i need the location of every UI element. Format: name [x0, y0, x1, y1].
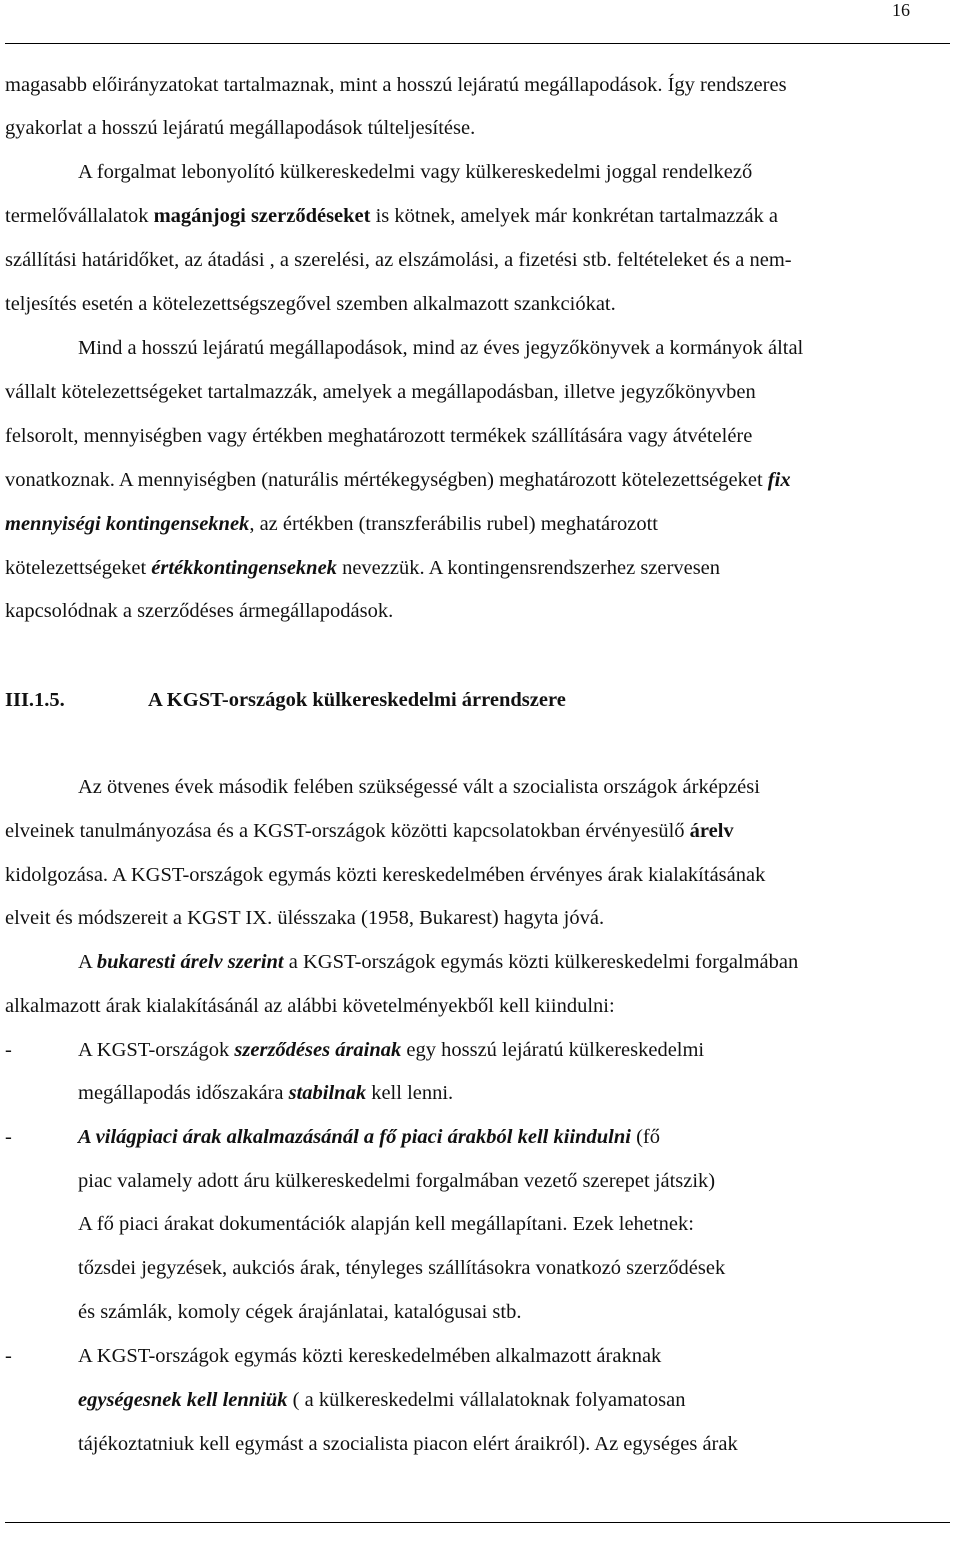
emphasis-value-quotas: értékkontingenseknek [151, 557, 337, 579]
emphasis-uniform: egységesnek kell lenniük [78, 1389, 288, 1411]
text-line [78, 1125, 660, 1149]
emphasis-contract-prices: szerződéses árainak [234, 1039, 402, 1061]
text-line: A KGST-országok egymás közti kereskedelmében alkalmazott áraknak [78, 1345, 662, 1367]
text-line [5, 468, 791, 492]
text-line [5, 556, 720, 580]
text-run: elveinek tanulmányozása és a KGST-országok közötti kapcsolatokban érvényesülő [5, 820, 690, 842]
text-run: is kötnek, amelyek már konkrétan tartalmazzák a [370, 205, 779, 227]
text-run: A KGST-országok [78, 1039, 235, 1061]
text-line [5, 204, 778, 228]
text-run: megállapodás időszakára [78, 1082, 289, 1104]
footer-rule [5, 1522, 950, 1523]
emphasis-price-principle: árelv [689, 820, 734, 842]
list-dash: - [5, 1039, 12, 1061]
text-line [78, 1038, 704, 1062]
text-run: a KGST-országok egymás közti külkereskedelmi forgalmában [283, 951, 799, 973]
text-run: egy hosszú lejáratú külkereskedelmi [401, 1039, 705, 1061]
section-number: III.1.5. [5, 689, 65, 711]
list-dash: - [5, 1345, 12, 1367]
text-line: gyakorlat a hosszú lejáratú megállapodások túlteljesítése. [5, 117, 476, 139]
text-line: és számlák, komoly cégek árajánlatai, katalógusai stb. [78, 1301, 522, 1323]
text-run: A [78, 951, 97, 973]
text-line: teljesítés esetén a kötelezettségszegővel szemben alkalmazott szankciókat. [5, 293, 616, 315]
text-run: nevezzük. A kontingensrendszerhez szervesen [336, 557, 721, 579]
text-line: tőzsdei jegyzések, aukciós árak, tényleges szállításokra vonatkozó szerződések [78, 1257, 726, 1279]
emphasis-fix: fix [767, 469, 791, 491]
header-rule [5, 43, 950, 44]
text-line: szállítási határidőket, az átadási , a szerelési, az elszámolási, a fizetési stb. feltételeket és a nem- [5, 249, 792, 271]
text-line: magasabb előirányzatokat tartalmaznak, mint a hosszú lejáratú megállapodások. Így rendszeres [5, 74, 787, 96]
text-run: kell lenni. [366, 1082, 454, 1104]
text-line: Mind a hosszú lejáratú megállapodások, mind az éves jegyzőkönyvek a kormányok által [78, 337, 804, 359]
text-run: termelővállalatok [5, 205, 154, 227]
text-line: Az ötvenes évek második felében szükségessé vált a szocialista országok árképzési [78, 776, 760, 798]
text-line [5, 819, 734, 843]
text-line [5, 512, 658, 536]
text-run: kötelezettségeket [5, 557, 152, 579]
page-number: 16 [892, 0, 910, 20]
text-run: , az értékben (transzferábilis rubel) meghatározott [249, 513, 658, 535]
text-line: kidolgozása. A KGST-országok egymás közti kereskedelmében érvényes árak kialakításának [5, 864, 766, 886]
section-title: A KGST-országok külkereskedelmi árrendszere [148, 689, 566, 711]
text-line [78, 950, 798, 974]
text-line: tájékoztatniuk kell egymást a szocialista piacon elért áraikról). Az egységes árak [78, 1433, 738, 1455]
emphasis-private-contracts: magánjogi szerződéseket [153, 205, 371, 227]
text-run: (fő [630, 1126, 661, 1148]
text-line: piac valamely adott áru külkereskedelmi forgalmában vezető szerepet játszik) [78, 1170, 716, 1192]
text-line: A forgalmat lebonyolító külkereskedelmi vagy külkereskedelmi joggal rendelkező [78, 161, 753, 183]
emphasis-stable: stabilnak [288, 1082, 367, 1104]
text-line: felsorolt, mennyiségben vagy értékben meghatározott termékek szállítására vagy átvételére [5, 425, 753, 447]
text-line: vállalt kötelezettségeket tartalmazzák, amelyek a megállapodásban, illetve jegyzőkönyvben [5, 381, 756, 403]
text-line [78, 1388, 685, 1412]
text-line: A fő piaci árakat dokumentációk alapján kell megállapítani. Ezek lehetnek: [78, 1213, 694, 1235]
text-run: vonatkoznak. A mennyiségben (naturális mértékegységben) meghatározott kötelezettségeket [5, 469, 768, 491]
emphasis-world-market-prices: A világpiaci árak alkalmazásánál a fő piaci árakból kell kiindulni [78, 1126, 631, 1148]
emphasis-bucharest-principle: bukaresti árelv szerint [96, 951, 284, 973]
text-line: elveit és módszereit a KGST IX. ülésszaka (1958, Bukarest) hagyta jóvá. [5, 907, 605, 929]
text-run: ( a külkereskedelmi vállalatoknak folyamatosan [287, 1389, 686, 1411]
text-line [78, 1081, 453, 1105]
list-dash: - [5, 1126, 12, 1148]
text-line: alkalmazott árak kialakításánál az alábbi követelményekből kell kiindulni: [5, 995, 615, 1017]
text-line: kapcsolódnak a szerződéses ármegállapodások. [5, 600, 394, 622]
emphasis-quantity-quotas: mennyiségi kontingenseknek [5, 513, 250, 535]
